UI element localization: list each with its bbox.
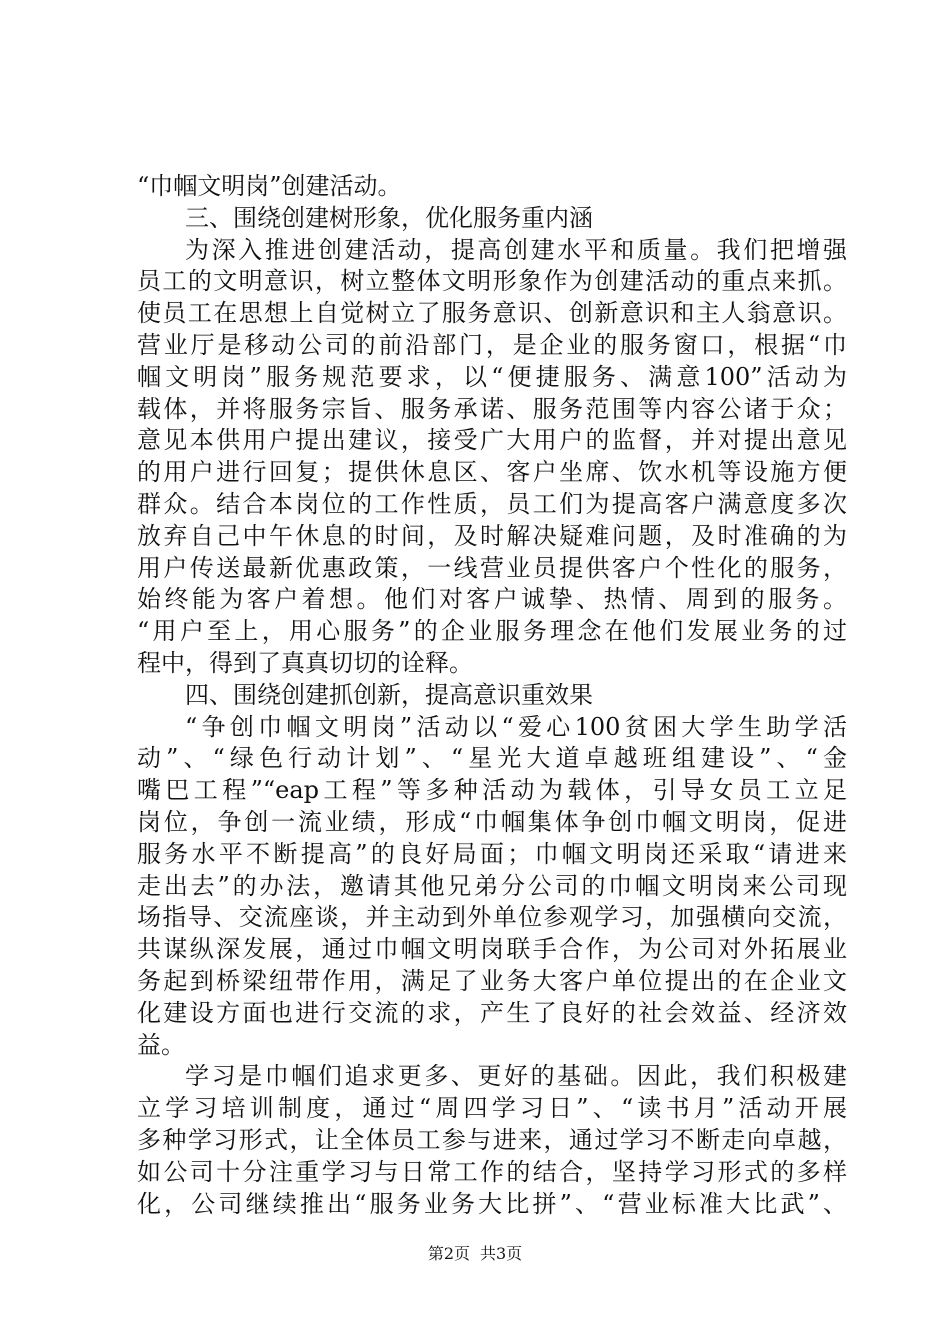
text-line: 始终能为客户着想。他们对客户诚挚、热情、周到的服务。 xyxy=(137,585,847,614)
text-line: 化，公司继续推出“服务业务大比拼”、“营业标准大比武”、 xyxy=(137,1189,847,1218)
text-line: 立学习培训制度，通过“周四学习日”、“读书月”活动开展 xyxy=(137,1094,847,1123)
text-line: 使员工在思想上自觉树立了服务意识、创新意识和主人翁意识。 xyxy=(137,299,847,328)
text-line: 岗位，争创一流业绩，形成“巾帼集体争创巾帼文明岗，促进 xyxy=(137,807,847,836)
text-line: 帼文明岗”服务规范要求，以“便捷服务、满意100”活动为 xyxy=(137,362,847,391)
text-line: 群众。结合本岗位的工作性质，员工们为提高客户满意度多次 xyxy=(137,489,847,518)
document-body xyxy=(137,171,847,1220)
page-footer xyxy=(0,1243,950,1265)
text-line: 营业厅是移动公司的前沿部门，是企业的服务窗口，根据“巾 xyxy=(137,330,847,359)
text-line: 嘴巴工程”“eap工程”等多种活动为载体，引导女员工立足 xyxy=(137,776,847,805)
text-line: “用户至上，用心服务”的企业服务理念在他们发展业务的过 xyxy=(137,617,847,646)
text-line: 动”、“绿色行动计划”、“星光大道卓越班组建设”、“金 xyxy=(137,744,847,773)
text-line: 的用户进行回复；提供休息区、客户坐席、饮水机等设施方便 xyxy=(137,458,847,487)
text-line: 载体，并将服务宗旨、服务承诺、服务范围等内容公诸于众； xyxy=(137,394,847,423)
page-total: 共3页 xyxy=(480,1244,523,1263)
text-line: 如公司十分注重学习与日常工作的结合，坚持学习形式的多样 xyxy=(137,1157,847,1186)
text-line: 场指导、交流座谈，并主动到外单位参观学习，加强横向交流， xyxy=(137,903,847,932)
text-line: 共谋纵深发展，通过巾帼文明岗联手合作，为公司对外拓展业 xyxy=(137,935,847,964)
text-line: 四、围绕创建抓创新，提高意识重效果 xyxy=(185,680,593,709)
text-line: 化建设方面也进行交流的求，产生了良好的社会效益、经济效 xyxy=(137,998,847,1027)
text-line: 务起到桥梁纽带作用，满足了业务大客户单位提出的在企业文 xyxy=(137,966,847,995)
text-line: 益。 xyxy=(137,1030,185,1059)
text-line: 用户传送最新优惠政策，一线营业员提供客户个性化的服务， xyxy=(137,553,847,582)
text-line: 学习是巾帼们追求更多、更好的基础。因此，我们积极建 xyxy=(185,1062,847,1091)
text-line: 为深入推进创建活动，提高创建水平和质量。我们把增强 xyxy=(185,235,847,264)
text-line: 三、围绕创建树形象，优化服务重内涵 xyxy=(185,203,593,232)
text-line: 员工的文明意识，树立整体文明形象作为创建活动的重点来抓。 xyxy=(137,267,847,296)
text-line: 程中，得到了真真切切的诠释。 xyxy=(137,648,473,677)
text-line: “争创巾帼文明岗”活动以“爱心100贫困大学生助学活 xyxy=(185,712,847,741)
text-line: 服务水平不断提高”的良好局面；巾帼文明岗还采取“请进来 xyxy=(137,839,847,868)
text-line: “巾帼文明岗”创建活动。 xyxy=(137,172,402,200)
page-number: 第2页 xyxy=(427,1244,470,1263)
text-line: 多种学习形式，让全体员工参与进来，通过学习不断走向卓越， xyxy=(137,1125,847,1154)
text-line: 走出去”的办法，邀请其他兄弟分公司的巾帼文明岗来公司现 xyxy=(137,871,847,900)
text-line: 意见本供用户提出建议，接受广大用户的监督，并对提出意见 xyxy=(137,426,847,455)
text-line: 放弃自己中午休息的时间，及时解决疑难问题，及时准确的为 xyxy=(137,521,847,550)
